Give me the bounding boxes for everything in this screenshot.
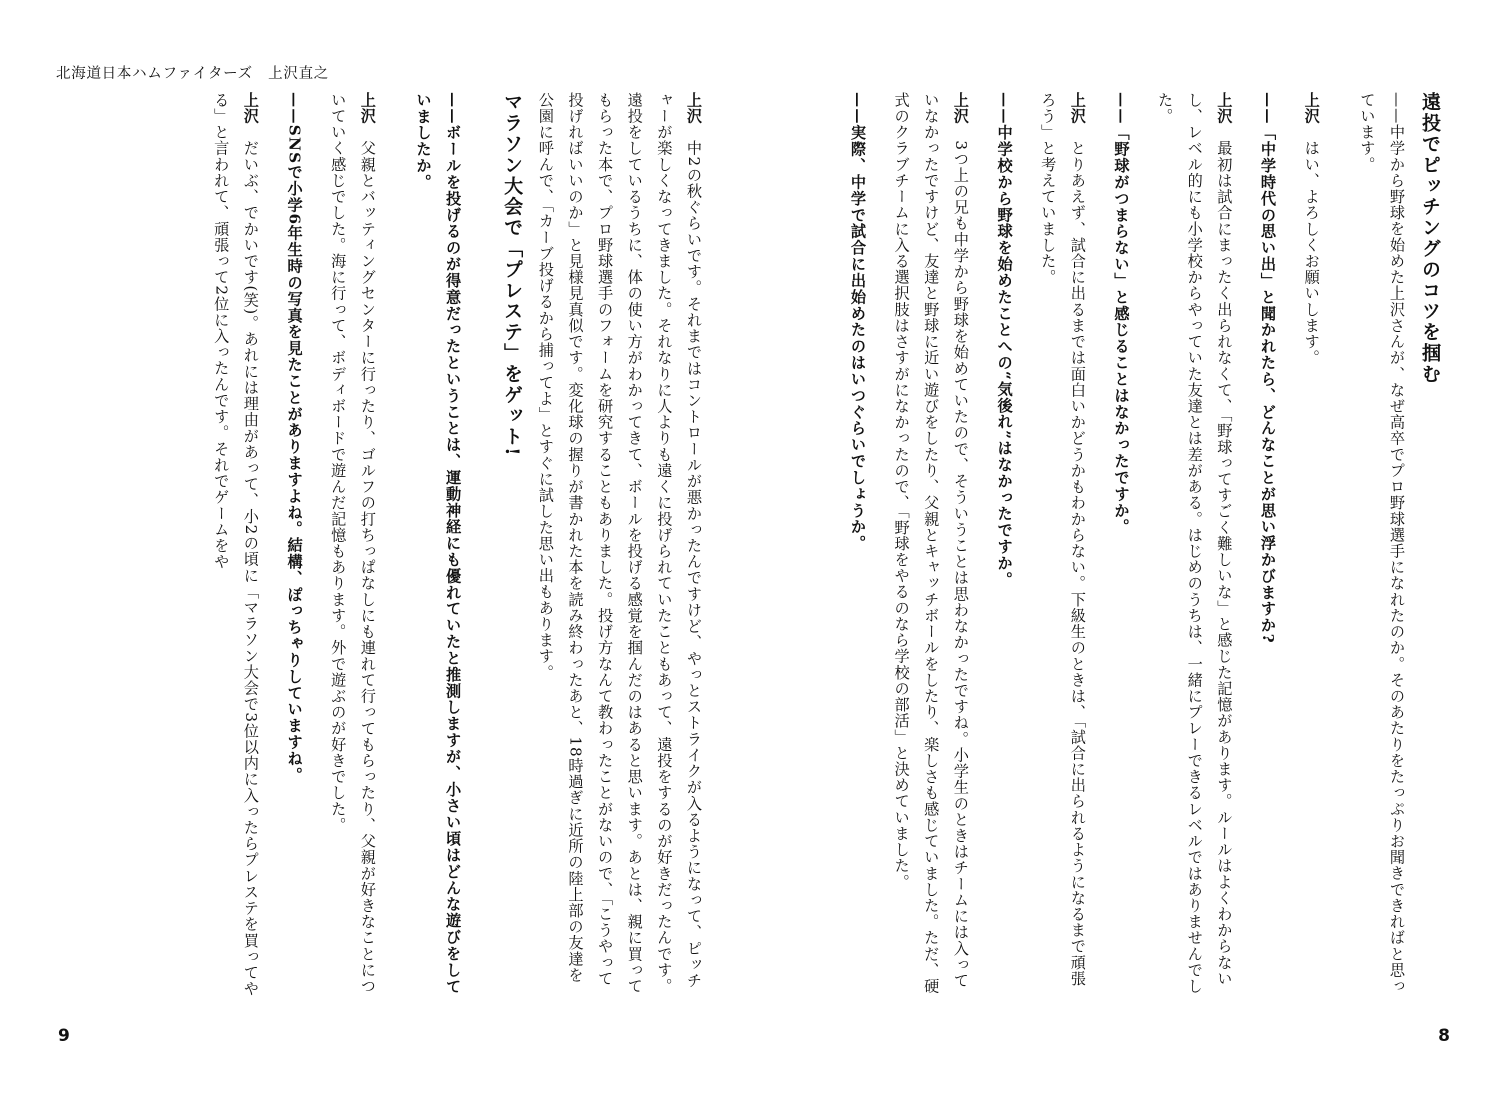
- page-number-9: 9: [58, 1026, 70, 1046]
- page-8-block-8: ——実際、中学で試合に出始めたのはいつぐらいでしょうか。: [848, 92, 867, 552]
- speech-text-7: 3つ上の兄も中学から野球を始めていたので、そういうことは思わなかったですね。小学生のときはチームには入っていなかったですけど、友達と野球に近い遊びをしたり、父親とキャッチボールをしたり、楽しさも感じていました。ただ、硬式のクラブチームに入る選択肢はさすがになかったので、「野球をやるのなら学校の部活」と決めていました。: [892, 92, 970, 995]
- speaker-label-9-4: 上沢: [241, 92, 260, 125]
- page-9-block-2: [323, 92, 382, 997]
- page-8-block-3: [1149, 92, 1238, 997]
- speaker-label-3: 上沢: [1215, 92, 1234, 125]
- page-number-8: 8: [1438, 1026, 1450, 1046]
- page-8-block-4: ——「野球がつまらない」と感じることはなかったですか。: [1112, 92, 1131, 536]
- speaker-label-5: 上沢: [1068, 92, 1087, 125]
- page-9-block-0: [530, 92, 708, 997]
- page-8-block-0: ——中学から野球を始めた上沢さんが、なぜ高卒でプロ野球選手になれたのか。そのあたりをたっぷりお聞きできればと思っています。: [1358, 92, 1406, 995]
- page-9-heading: マラソン大会で「プレステ」をゲット!: [501, 92, 524, 458]
- speech-text-9-4: だいぶ、でかいです(笑)。あれには理由があって、小2の頃に「マラソン大会で3位以内に入ったらプレステを買ってやる」と言われて、頑張って2位に入ったんです。それでゲームをや: [212, 92, 260, 997]
- speech-text-5: とりあえず、試合に出るまでは面白いかどうかもわからない。下級生のときは、「試合に出られるようになるまで頑張ろう」と考えていました。: [1039, 92, 1087, 987]
- page-9-block-1: ——ボールを投げるのが得意だったということは、運動神経にも優れていたと推測しますが、小さい頃はどんな遊びをしていましたか。: [414, 92, 463, 995]
- page-9-block-3: ——SNSで小学6年生時の写真を見たことがありますよね。結構、ぽっちゃりしていますね。: [285, 92, 304, 784]
- speech-text-1: はい、よろしくお願いします。: [1302, 124, 1321, 366]
- speaker-label-1: 上沢: [1302, 92, 1321, 125]
- speech-text-9-2: 父親とバッティングセンターに行ったり、ゴルフの打ちっぱなしにも連れて行ってもらったり、父親が好きなことについていく感じでした。海に行って、ボディボードで遊んだ記憶もあります。外で遊ぶのが好きでした。: [329, 92, 377, 995]
- speech-text-9-0: 中2の秋ぐらいです。それまではコントロールが悪かったんですけど、やっとストライクが入るようになって、ピッチャーが楽しくなってきました。それなりに人よりも遠くに投げられていたこともあって、遠投をするのが好きだったんです。遠投をしているうちに、体の使い方がわかってきて、ボールを投げる感覚を掴んだのはあると思います。あとは、親に買ってもらった本で、プロ野球選手のフォームを研究することもありました。投げ方なんて教わったことがないので、「こうやって投げればいいのか」と見様見真似です。変化球の握りが書かれた本を読み終わったあと、18時過ぎに近所の陸上部の友達を公園に呼んで、「カーブ投げるから捕ってよ」とすぐに試した思い出もあります。: [536, 92, 703, 995]
- page-8-block-5: [1033, 92, 1092, 997]
- page-9-block-4: [206, 92, 265, 997]
- page-8-block-2: ——「中学時代の思い出」と聞かれたら、どんなことが思い浮かびますか?: [1259, 92, 1278, 644]
- page-8-block-6: ——中学校から野球を始めたことへの“気後れ”はなかったですか。: [995, 92, 1014, 588]
- page-8: [754, 0, 1508, 1108]
- running-head: 北海道日本ハムファイターズ 上沢直之: [56, 66, 330, 82]
- page-8-text-column: [828, 92, 1448, 997]
- speaker-label-9-2: 上沢: [358, 92, 377, 125]
- speech-text-3: 最初は試合にまったく出られなくて、「野球ってすごく難しいな」と感じた記憶があります。ルールはよくわからないし、レベル的にも小学校からやっていた友達とは差がある。はじめのうちは、一緒にプレーできるレベルではありませんでした。: [1156, 92, 1234, 995]
- speaker-label-9-0: 上沢: [685, 92, 703, 125]
- page-8-block-7: [886, 92, 975, 997]
- page-8-block-1: [1296, 92, 1326, 997]
- speaker-label-7: 上沢: [951, 92, 970, 125]
- page-8-heading: 遠投でピッチングのコツを掴む: [1419, 92, 1441, 385]
- page-9-text-column: [192, 92, 708, 997]
